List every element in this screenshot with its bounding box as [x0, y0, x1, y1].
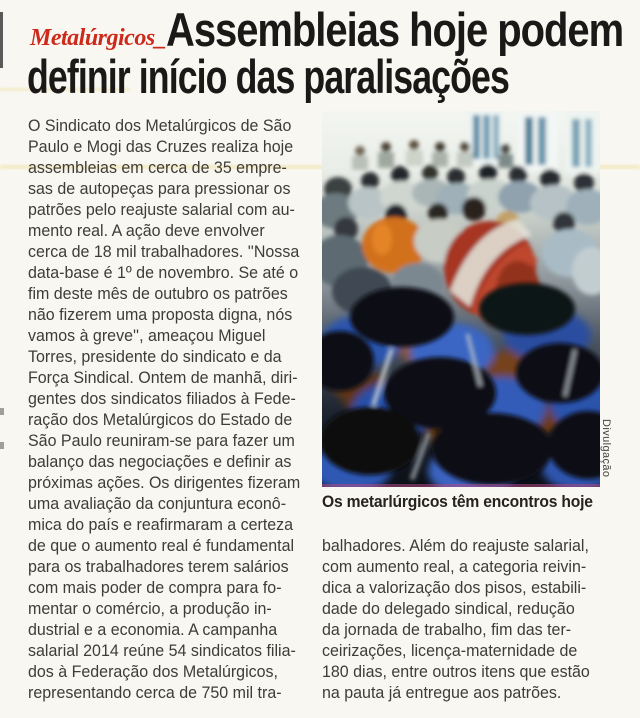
text-line: dade do delegado sindical, redução	[322, 600, 575, 618]
text-line: sas de autopeças para pressionar os	[28, 180, 291, 198]
photo-caption: Os metarlúrgicos têm encontros hoje	[322, 492, 593, 511]
photo-credit: Divulgação	[600, 419, 612, 478]
text-line: não fizerem uma proposta digna, nós	[28, 306, 293, 324]
text-line: data-base é 1º de novembro. Se até o	[28, 264, 299, 282]
text-line: na pauta já entregue aos patrões.	[322, 684, 562, 702]
text-line: O Sindicato dos Metalúrgicos de São	[28, 117, 292, 135]
text-line: balhadores. Além do reajuste salarial,	[322, 537, 589, 555]
text-line: fim deste mês de outubro os patrões	[28, 285, 288, 303]
crowd-meeting-photo	[322, 111, 600, 487]
text-line: vamos à greve'', ameaçou Miguel	[28, 327, 266, 345]
article-photo	[322, 111, 600, 487]
text-line: de que o aumento real é fundamental	[28, 537, 295, 555]
text-line: para os trabalhadores terem salários	[28, 558, 289, 576]
text-line: salarial 2014 reúne 54 sindicatos filia-	[28, 642, 296, 660]
text-line: mento real. A ação deve envolver	[28, 222, 265, 240]
text-line: Força Sindical. Ontem de manhã, diri-	[28, 369, 298, 387]
scan-artifact	[0, 408, 4, 415]
section-kicker: Metalúrgicos_	[30, 25, 167, 51]
text-line: assembleias em cerca de 35 empre-	[28, 159, 287, 177]
text-line: mica do país e reafirmaram a certeza	[28, 516, 294, 534]
text-line: ceirizações, licença-maternidade de	[322, 642, 578, 660]
text-line: patrões pelo reajuste salarial com au-	[28, 201, 295, 219]
text-line: próximas ações. Os dirigentes fizeram	[28, 474, 301, 492]
text-line: representando cerca de 750 mil tra-	[28, 684, 282, 702]
text-line: 180 dias, entre outros itens que estão	[322, 663, 590, 681]
text-line: com aumento real, a categoria reivin-	[322, 558, 587, 576]
text-line: uma avaliação da conjuntura econô-	[28, 495, 287, 513]
text-line: dos à Federação dos Metalúrgicos,	[28, 663, 279, 681]
text-line: dica a valorização dos pisos, estabili-	[322, 579, 587, 597]
article-column-right	[322, 536, 613, 704]
text-line: cerca de 18 mil trabalhadores. ''Nossa	[28, 243, 300, 261]
text-line: da jornada de trabalho, fim das ter-	[322, 621, 572, 639]
headline-line2: definir início das paralisações	[27, 50, 509, 103]
scan-artifact	[0, 442, 4, 449]
article-column-left	[28, 116, 309, 704]
scan-artifact	[0, 12, 3, 68]
text-line: mentar o comércio, a produção in-	[28, 600, 272, 618]
headline-line1: Assembleias hoje podem	[166, 3, 624, 56]
text-line: dustrial e a economia. A campanha	[28, 621, 278, 639]
text-line: com mais poder de compra para fo-	[28, 579, 282, 597]
text-line: São Paulo reuniram-se para fazer um	[28, 432, 295, 450]
text-line: balanço das negociações e definir as	[28, 453, 292, 471]
text-line: Paulo e Mogi das Cruzes realiza hoje	[28, 138, 294, 156]
text-line: Torres, presidente do sindicato e da	[28, 348, 282, 366]
text-line: ração dos Metalúrgicos do Estado de	[28, 411, 293, 429]
text-line: gentes dos sindicatos filiados à Fede-	[28, 390, 296, 408]
